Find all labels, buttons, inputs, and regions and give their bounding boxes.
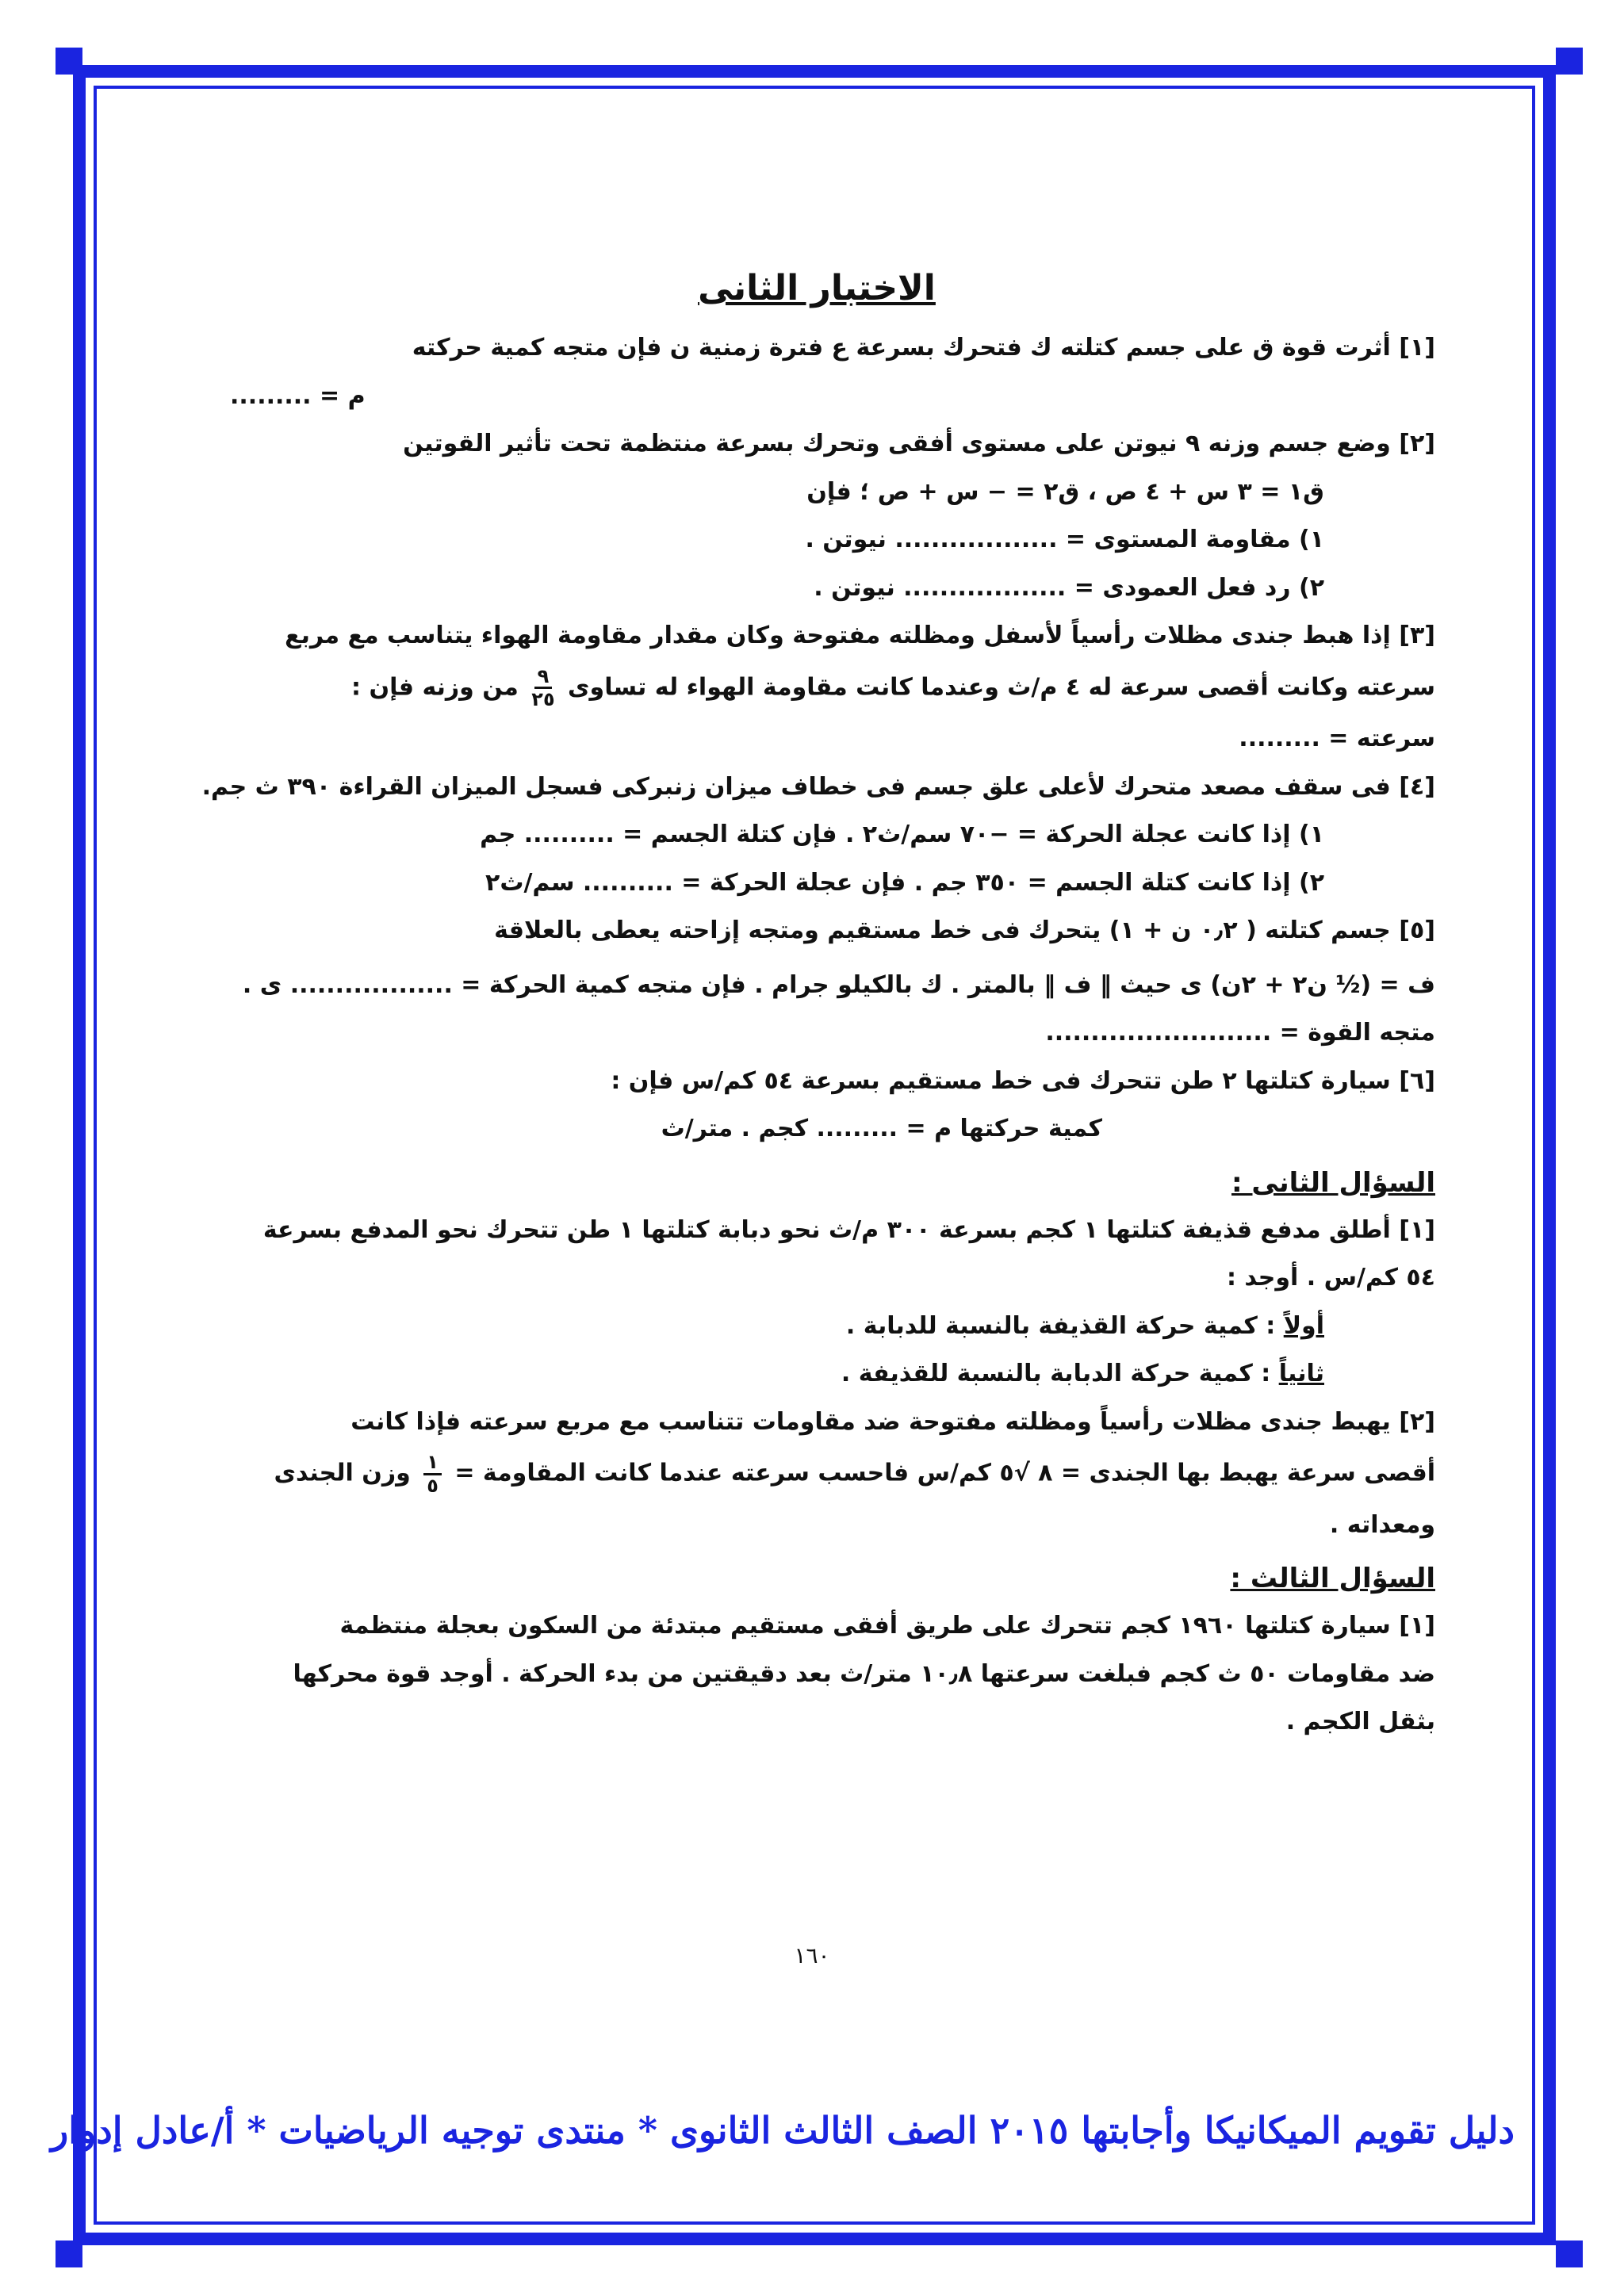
fraction-denominator: ٢٥ — [531, 688, 555, 711]
section-heading: السؤال الثانى : — [1231, 1166, 1435, 1199]
question-5 — [198, 913, 1435, 1052]
sub-question: ١) إذا كانت عجلة الحركة = −٧٠ سم/ث٢ . فإن كتلة الجسم = .......... جم — [480, 821, 1324, 849]
answer-line: سرعته = ......... — [1239, 725, 1435, 753]
corner-ornament — [56, 2241, 82, 2267]
question-text: [٣] إذا هبط جندى مظلات رأسياً لأسفل ومظلته مفتوحة وكان مقدار مقاومة الهواء يتناسب مع مربع — [285, 622, 1435, 650]
text-fragment: من وزنه فإن : — [351, 673, 519, 702]
fraction-numerator: ٩ — [534, 666, 553, 689]
question-text: [٢] يهبط جندى مظلات رأسياً ومظلته مفتوحة ضد مقاومات تتناسب مع مربع سرعته فإذا كانت — [350, 1407, 1435, 1436]
item-text: : كمية حركة القذيفة بالنسبة للدبابة . — [845, 1311, 1276, 1340]
question-text: [٦] سيارة كتلتها ٢ طن تتحرك فى خط مستقيم بسرعة ٥٤ كم/س فإن : — [611, 1066, 1435, 1095]
question-text: [٥] جسم كتلته ( ٠٫٢ ن + ١) يتحرك فى خط مستقيم ومتجه إزاحته يعطى بالعلاقة — [494, 916, 1435, 945]
document-body — [198, 262, 1435, 1752]
question-text: [١] أثرت قوة ق على جسم كتلته ك فتحرك بسرعة ع فترة زمنية ن فإن متجه كمية حركته — [412, 334, 1435, 362]
answer-line: متجه القوة = ......................... — [1045, 1019, 1435, 1047]
question-text — [198, 1452, 1435, 1496]
sub-question: ٢) إذا كانت كتلة الجسم = ٣٥٠ جم . فإن عجلة الحركة = .......... سم/ث٢ — [485, 868, 1324, 897]
question-text: ٥٤ كم/س . أوجد : — [1226, 1264, 1435, 1292]
fraction — [423, 1452, 442, 1496]
question-1 — [198, 330, 1435, 415]
force-equation: ق١ = ٣ س + ٤ ص ، ق٢ = − س + ص ؛ فإن — [806, 477, 1324, 506]
fraction-denominator: ٥ — [427, 1474, 439, 1497]
text-fragment: أقصى سرعة يهبط بها الجندى = ٨ √٥ كم/س فاحسب سرعته عندما كانت المقاومة = — [454, 1459, 1435, 1487]
question-2 — [198, 426, 1435, 607]
question-4 — [198, 769, 1435, 902]
answer-line: كمية حركتها م = ......... كجم . متر/ث — [661, 1115, 1102, 1143]
fraction-numerator: ١ — [423, 1452, 442, 1475]
item-text: : كمية حركة الدبابة بالنسبة للقذيفة . — [841, 1360, 1271, 1388]
page-title: الاختبار الثانى — [698, 268, 936, 308]
question-6 — [198, 1063, 1435, 1148]
question-text: بثقل الكجم . — [1285, 1708, 1435, 1736]
question-answer-line: م = ......... — [230, 381, 366, 410]
corner-ornament — [56, 48, 82, 75]
question-text: [١] سيارة كتلتها ١٩٦٠ كجم تتحرك على طريق أفقى مستقيم مبتدئة من السكون بعجلة منتظمة — [339, 1612, 1435, 1640]
question-text — [198, 666, 1435, 710]
question-text: [٢] وضع جسم وزنه ٩ نيوتن على مستوى أفقى وتحرك بسرعة منتظمة تحت تأثير القوتين — [403, 430, 1435, 458]
displacement-equation: ف = (½ ن٢ + ٢ن) ى حيث ‖ ف ‖ بالمتر . ك بالكيلو جرام . فإن متجه كمية الحركة = .................. ى . — [242, 970, 1435, 999]
sub-question — [198, 1308, 1324, 1345]
question-text: ضد مقاومات ٥٠ ث كجم فبلغت سرعتها ١٠٫٨ متر/ث بعد دقيقتين من بدء الحركة . أوجد قوة محركها — [293, 1659, 1435, 1688]
item-label: أولاً — [1283, 1311, 1324, 1340]
sub-question: ١) مقاومة المستوى = .................. نيوتن . — [805, 526, 1324, 554]
question-text: [١] أطلق مدفع قذيفة كتلتها ١ كجم بسرعة ٣٠٠ م/ث نحو دبابة كتلتها ١ طن تتحرك نحو المدفع بسرعة — [262, 1215, 1435, 1244]
question-3 — [198, 618, 1435, 758]
corner-ornament — [1556, 2241, 1583, 2267]
text-fragment: وزن الجندى — [274, 1459, 411, 1487]
corner-ornament — [1556, 48, 1583, 75]
sub-question: ٢) رد فعل العمودى = .................. نيوتن . — [814, 573, 1324, 602]
text-fragment: سرعته وكانت أقصى سرعة له ٤ م/ث وعندما كانت مقاومة الهواء له تساوى — [568, 673, 1435, 702]
page-number: ١٦٠ — [794, 1942, 830, 1969]
sub-question — [198, 1356, 1324, 1393]
question-text: ومعداته . — [1329, 1510, 1435, 1539]
footer-credit: دليل تقويم الميكانيكا وأجابتها ٢٠١٥ الصف الثالث الثانوى * منتدى توجيه الرياضيات * أ/عادل إدوار — [51, 2109, 1515, 2152]
section-heading: السؤال الثالث : — [1230, 1563, 1435, 1595]
question-text: [٤] فى سقف مصعد متحرك لأعلى علق جسم فى خطاف ميزان زنبركى فسجل الميزان القراءة ٣٩٠ ث جم. — [201, 772, 1435, 801]
fraction — [531, 666, 554, 710]
item-label: ثانياً — [1278, 1360, 1324, 1388]
